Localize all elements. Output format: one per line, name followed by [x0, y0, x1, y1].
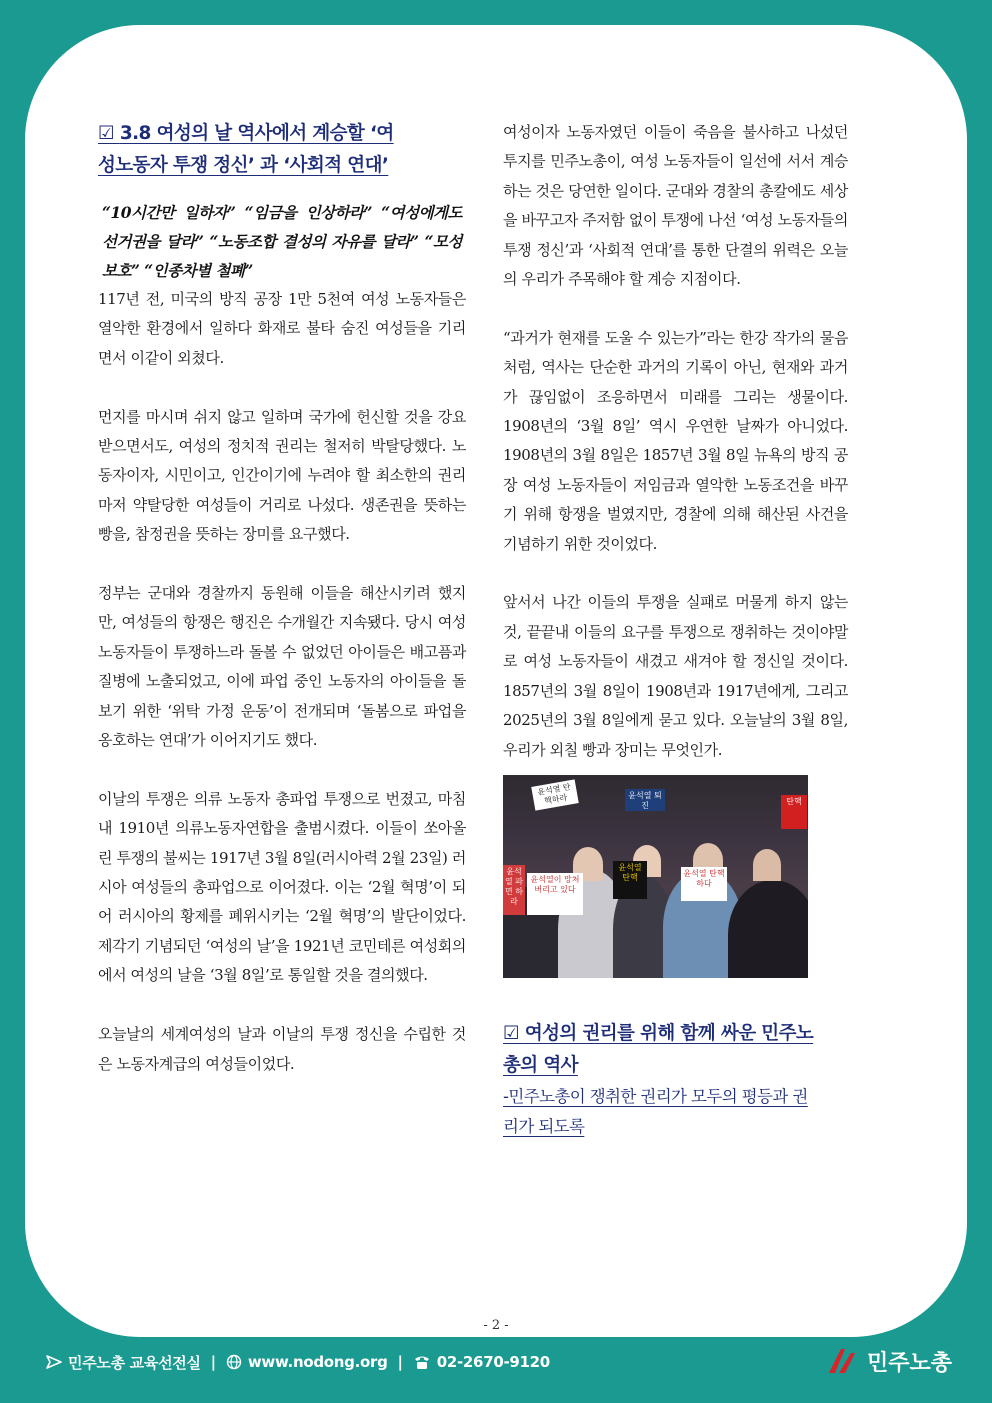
paragraph: 먼지를 마시며 쉬지 않고 일하며 국가에 헌신할 것을 강요받으면서도, 여성의 정치적 권리는 철저히 박탈당했다. 노동자이자, 시민이고, 인간이기에 누려야 할 최소한의 권리마저 약탈당한 여성들이 거리로 나섰다. 생존권을 뜻하는 빵을, 참정권을 뜻하는 장미를 요구했다.	[98, 407, 466, 544]
footer-website[interactable]: www.nodong.org	[247, 1353, 388, 1371]
paragraph: 오늘날의 세계여성의 날과 이날의 투쟁 정신을 수립한 것은 노동자계급의 여성들이었다.	[98, 1025, 466, 1073]
section-subtitle: -민주노총이 쟁취한 권리가 모두의 평등과 권 리가 되도록	[503, 1086, 808, 1136]
paragraph: 정부는 군대와 경찰까지 동원해 이들을 해산시키려 했지만, 여성들의 항쟁은 행진은 수개월간 지속됐다. 당시 여성 노동자들이 투쟁하느라 돌볼 수 없었던 아이들은 배고픔과 질병에 노출되었고, 이에 파업 중인 노동자의 아이들을 돌보기 위한 ‘위탁 가정 운동’이 전개되며 ‘돌봄으로 파업을 옹호하는 연대’가 이어지기도 했다.	[98, 584, 466, 750]
right-column	[503, 118, 848, 1142]
footer-org: 민주노총 교육선전실	[68, 1353, 201, 1372]
phone-icon	[413, 1354, 431, 1370]
section-title-women-day: ☑ 3.8 여성의 날 역사에서 계승할 ‘여 성노동자 투쟁 정신’ 과 ‘사회적 연대’	[98, 123, 394, 176]
kctu-emblem-icon	[827, 1347, 861, 1375]
paragraph: “과거가 현재를 도울 수 있는가”라는 한강 작가의 물음처럼, 역사는 단순한 과거의 기록이 아닌, 현재와 과거가 끊임없이 조응하면서 미래를 그리는 생물이다. 1908년의 ‘3월 8일’ 역시 우연한 날짜가 아니었다. 1908년의 3월 8일은 1857년 3월 8일 뉴욕의 방직 공장 여성 노동자들이 저임금과 열악한 노동조건을 바꾸기 위해 항쟁을 벌였지만, 경찰에 의해 해산된 사건을 기념하기 위한 것이었다.	[503, 328, 848, 553]
paragraph: 117년 전, 미국의 방직 공장 1만 5천여 여성 노동자들은 열악한 환경에서 일하다 화재로 불타 숨진 여성들을 기리면서 이같이 외쳤다.	[98, 290, 466, 367]
send-icon	[46, 1354, 62, 1370]
page-number: - 2 -	[483, 1318, 509, 1333]
protest-sign: 윤석열 탄핵	[613, 861, 647, 899]
globe-icon	[226, 1354, 242, 1370]
protest-sign: 윤석열 탄핵하라	[531, 779, 578, 810]
footer: 민주노총 교육선전실 | www.nodong.org | 02-2670-9120	[46, 1350, 550, 1374]
protest-sign: 윤석열이 망쳐버리고 있다	[527, 873, 583, 915]
protest-sign: 윤석열 파면 하라	[503, 865, 525, 915]
paragraph: 앞서서 나간 이들의 투쟁을 실패로 머물게 하지 않는 것, 끝끝내 이들의 요구를 투쟁으로 쟁취하는 것이야말로 여성 노동자들이 새겼고 새겨야 할 정신일 것이다. 1857년의 3월 8일이 1908년과 1917년에게, 그리고 2025년의 3월 8일에게 묻고 있다. 오늘날의 3월 8일, 우리가 외칠 빵과 장미는 무엇인가.	[503, 593, 848, 759]
protest-sign: 윤석열 탄핵하다	[681, 867, 727, 901]
checkbox-icon: ☑	[503, 1022, 519, 1044]
section-title-kctu-history: ☑ 여성의 권리를 위해 함께 싸운 민주노 총의 역사	[503, 1022, 814, 1076]
rally-photo	[503, 775, 808, 978]
checkbox-icon: ☑	[98, 123, 114, 144]
paragraph: 이날의 투쟁은 의류 노동자 총파업 투쟁으로 번졌고, 마침내 1910년 의류노동자연합을 출범시켰다. 이들이 쏘아올린 투쟁의 불씨는 1917년 3월 8일(러시아력 2월 23일) 러시아 여성들의 총파업으로 이어졌다. 이는 ‘2월 혁명’이 되어 러시아의 황제를 폐위시키는 ‘2월 혁명’의 발단이었다. 제각기 기념되던 ‘여성의 날’을 1921년 코민테른 여성회의에서 여성의 날을 ‘3월 8일’로 통일할 것을 결의했다.	[98, 789, 466, 985]
protest-sign: 윤석열 퇴진	[625, 789, 665, 811]
paragraph: 여성이자 노동자였던 이들이 죽음을 불사하고 나섰던 투지를 민주노총이, 여성 노동자들이 일선에 서서 계승하는 것은 당연한 일이다. 군대와 경찰의 총칼에도 세상을 바꾸고자 주저함 없이 투쟁에 나선 ‘여성 노동자들의 투쟁 정신’과 ‘사회적 연대’를 통한 단결의 위력은 오늘의 우리가 주목해야 할 계승 지점이다.	[503, 123, 848, 289]
footer-phone: 02-2670-9120	[436, 1353, 550, 1371]
left-column	[98, 118, 466, 1079]
slogan-quote: “10시간만 일하자” “임금을 인상하라” “여성에게도 선거권을 달라” “노동조합 결성의 자유를 달라” “모성보호” “인종차별 철폐”	[102, 203, 462, 280]
protest-sign: 탄핵	[781, 795, 807, 829]
kctu-logo: 민주노총	[827, 1344, 952, 1378]
